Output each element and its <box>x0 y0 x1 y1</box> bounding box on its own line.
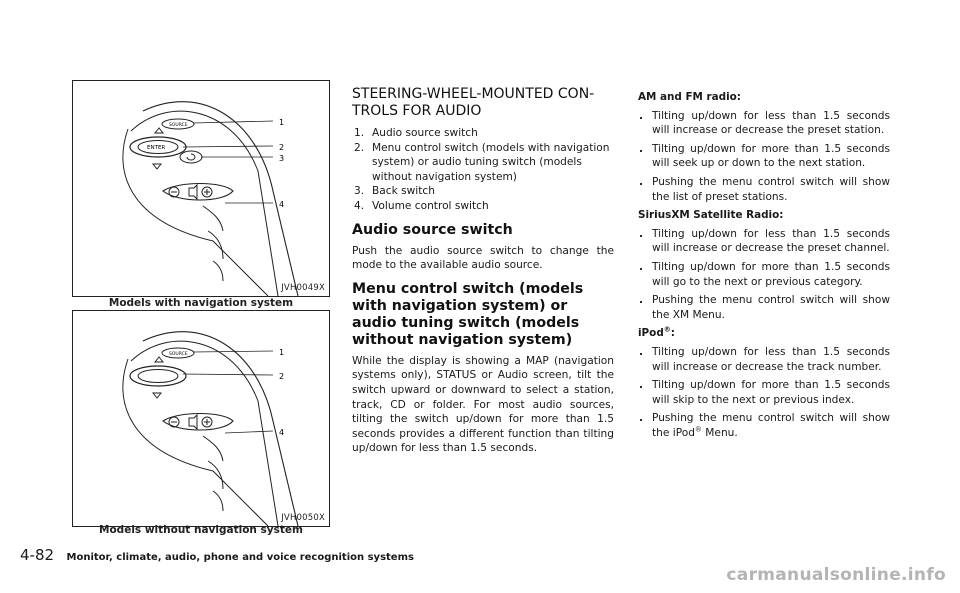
list-item: . Tilting up/down for more than 1.5 seconds will seek up or down to the next station. <box>639 142 890 170</box>
list-item: 1. Audio source switch <box>354 127 478 139</box>
svg-text:2: 2 <box>279 143 285 152</box>
list-item: . Tilting up/down for more than 1.5 seconds will skip to the next or previous index. <box>639 379 890 406</box>
footer-title: Monitor, climate, audio, phone and voice recognition systems <box>66 552 414 563</box>
figure-non-nav-switches <box>72 310 330 527</box>
svg-text:3: 3 <box>279 154 285 163</box>
list-item: . Pushing the menu control switch will show the iPod® Menu. <box>639 412 890 439</box>
paragraph: Push the audio source switch to change the mode to the available audio source. <box>352 244 614 272</box>
list-item: . Tilting up/down for less than 1.5 seconds will increase or decrease the preset channel. <box>639 227 890 255</box>
list-item: . Tilting up/down for more than 1.5 seconds will go to the next or previous category. <box>639 260 890 288</box>
list-item: 4. Volume control switch <box>354 199 489 212</box>
svg-text:2: 2 <box>279 372 285 381</box>
list-item: 3. Back switch <box>354 185 435 198</box>
subsection-title-menu-control: Menu control switch (models with navigation system) or audio tuning switch (models without navigation system) <box>352 280 584 348</box>
middle-column <box>352 86 614 456</box>
paragraph: While the display is showing a MAP (navigation systems only), STATUS or Audio screen, tilt the switch upward or downward to select a station, track, CD or folder. For most audio sources, tilting the switch up/down for more than 1.5 seconds provides a different function than tilting up/down for less than 1.5 seconds. <box>352 354 614 455</box>
list-item: . Tilting up/down for less than 1.5 seconds will increase or decrease the preset station. <box>639 109 890 137</box>
list-item: . Pushing the menu control switch will show the XM Menu. <box>639 294 890 321</box>
group-heading-sirius: SiriusXM Satellite Radio: <box>638 209 784 222</box>
svg-text:1: 1 <box>279 348 285 357</box>
figure-caption: Models without navigation system <box>99 524 303 536</box>
steering-controls-illustration <box>73 311 331 528</box>
figure-caption: Models with navigation system <box>108 297 294 309</box>
switch-list <box>352 126 614 214</box>
svg-text:SOURCE: SOURCE <box>169 352 188 357</box>
subsection-title-audio-source: Audio source switch <box>352 221 513 238</box>
svg-text:ENTER: ENTER <box>147 145 166 151</box>
list-item: . Tilting up/down for less than 1.5 seconds will increase or decrease the track number. <box>639 345 890 373</box>
watermark: carmanualsonline.info <box>726 565 946 585</box>
svg-text:4: 4 <box>279 200 285 209</box>
section-title: STEERING-WHEEL-MOUNTED CON-TROLS FOR AUDIO <box>352 86 595 119</box>
figure-code: JVH0049X <box>281 283 325 293</box>
group-heading-am-fm: AM and FM radio: <box>638 91 741 103</box>
svg-text:1: 1 <box>279 118 285 127</box>
steering-controls-illustration <box>73 81 331 298</box>
list-item: . Pushing the menu control switch will show the list of preset stations. <box>639 175 890 203</box>
page-footer <box>20 546 414 564</box>
page-number: 4-82 <box>20 546 55 564</box>
figure-nav-switches <box>72 80 330 297</box>
group-heading-ipod: iPod®: <box>638 325 675 340</box>
svg-text:4: 4 <box>279 428 285 437</box>
svg-text:SOURCE: SOURCE <box>169 123 188 128</box>
right-column <box>638 90 890 444</box>
list-item: 2. Menu control switch (models with navigation system) or audio tuning switch (models without navigation system) <box>354 141 610 183</box>
figure-code: JVH0050X <box>281 513 325 523</box>
